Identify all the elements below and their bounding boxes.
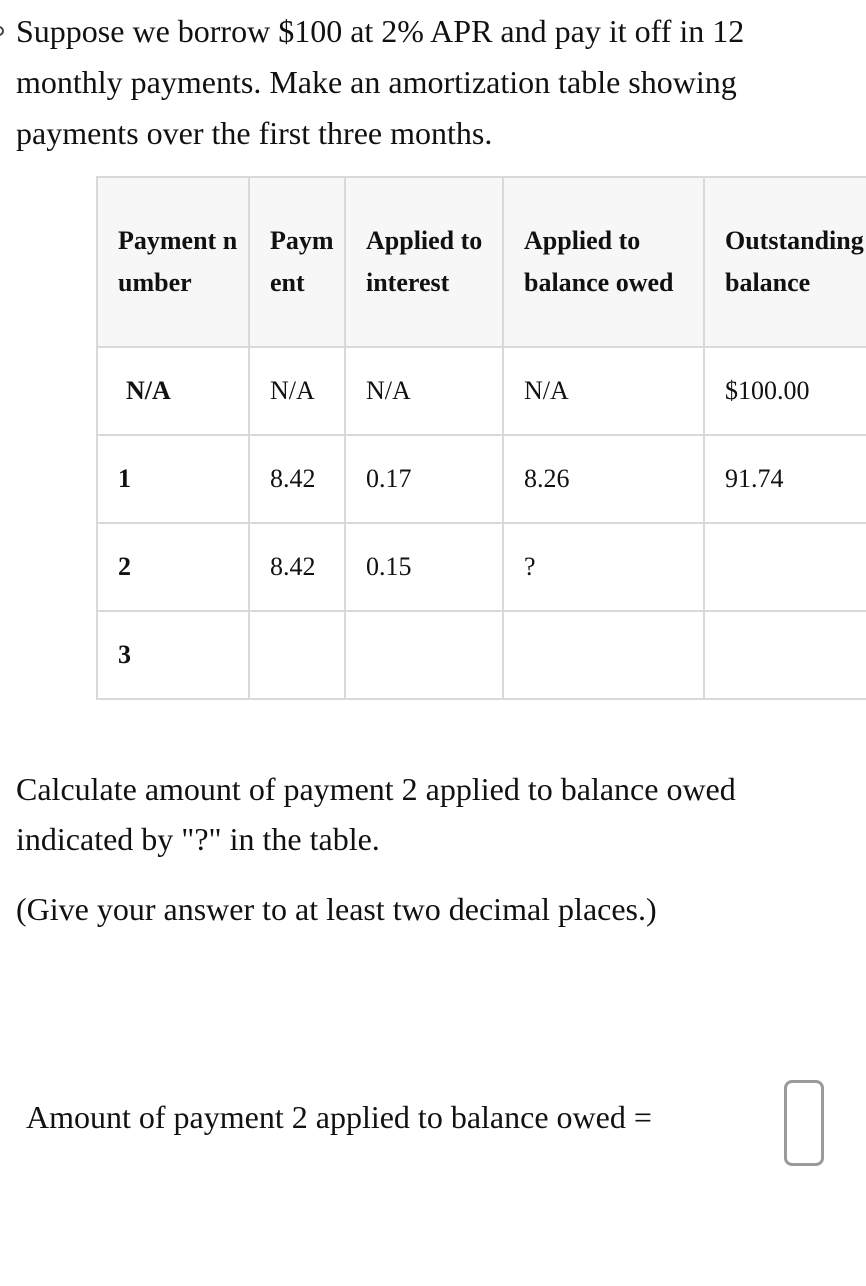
question-text: Suppose we borrow $100 at 2% APR and pay it off in 12 monthly payments. Make an amortization table showing payments over the first three months. bbox=[16, 13, 745, 151]
cell-applied-to-interest: 0.17 bbox=[345, 435, 503, 523]
cell-applied-to-balance: 8.26 bbox=[503, 435, 704, 523]
cell-applied-to-interest: 0.15 bbox=[345, 523, 503, 611]
cell-payment-number: 1 bbox=[97, 435, 249, 523]
header-outstanding-balance: Outstanding balance bbox=[704, 177, 866, 347]
cell-payment: 8.42 bbox=[249, 435, 345, 523]
cell-applied-to-interest bbox=[345, 611, 503, 699]
table-row bbox=[97, 611, 866, 699]
header-applied-to-interest: Applied to interest bbox=[345, 177, 503, 347]
cell-payment-number: 2 bbox=[97, 523, 249, 611]
cell-applied-to-interest: N/A bbox=[345, 347, 503, 435]
cell-applied-to-balance-unknown: ? bbox=[503, 523, 704, 611]
header-applied-to-balance-owed: Applied to balance owed bbox=[503, 177, 704, 347]
table-header-row bbox=[97, 177, 866, 347]
table-row bbox=[97, 523, 866, 611]
cell-payment-number: N/A bbox=[97, 347, 249, 435]
table-row bbox=[97, 347, 866, 435]
cell-outstanding-balance: $100.00 bbox=[704, 347, 866, 435]
calculation-prompt: Calculate amount of payment 2 applied to balance owed indicated by "?" in the table. bbox=[16, 771, 736, 857]
cell-applied-to-balance: N/A bbox=[503, 347, 704, 435]
cell-payment bbox=[249, 611, 345, 699]
cell-applied-to-balance bbox=[503, 611, 704, 699]
cell-outstanding-balance: 91.74 bbox=[704, 435, 866, 523]
amortization-table-container bbox=[96, 176, 866, 700]
decimal-hint: (Give your answer to at least two decimal places.) bbox=[16, 891, 657, 927]
amortization-table bbox=[96, 176, 866, 700]
answer-label: Amount of payment 2 applied to balance owed = bbox=[26, 1099, 652, 1135]
header-payment: Payment bbox=[249, 177, 345, 347]
header-payment-number: Payment number bbox=[97, 177, 249, 347]
question-marker-icon bbox=[0, 26, 4, 36]
table-row bbox=[97, 435, 866, 523]
answer-input[interactable] bbox=[784, 1080, 824, 1166]
cell-payment: 8.42 bbox=[249, 523, 345, 611]
cell-payment: N/A bbox=[249, 347, 345, 435]
cell-outstanding-balance bbox=[704, 611, 866, 699]
cell-outstanding-balance bbox=[704, 523, 866, 611]
cell-payment-number: 3 bbox=[97, 611, 249, 699]
